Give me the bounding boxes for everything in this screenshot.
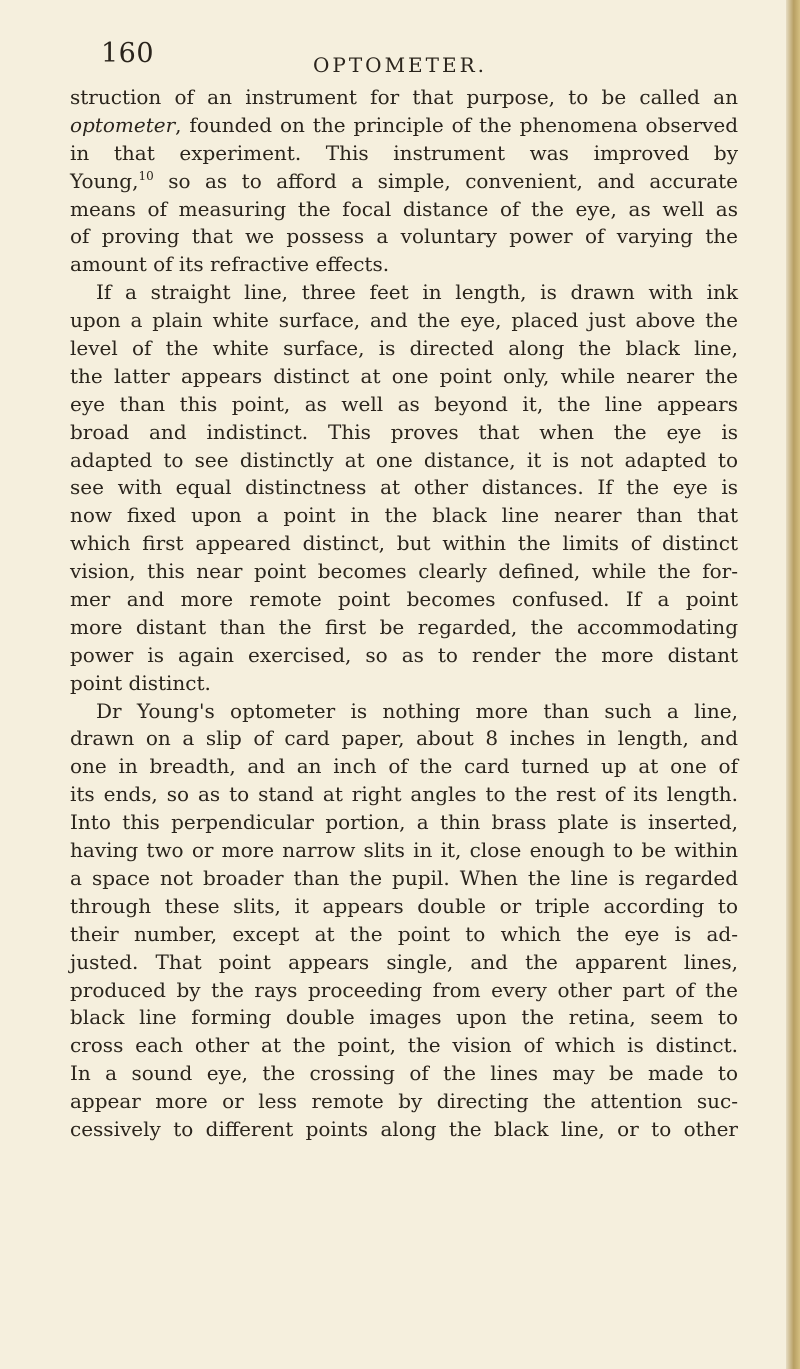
text-line: struction of an instrument for that purpose, to be called an <box>70 85 738 109</box>
text-line: of proving that we possess a voluntary power of varying the <box>70 224 738 249</box>
text-line: produced by the rays proceeding from every other part of the <box>70 977 738 1002</box>
page-edge <box>786 0 800 1369</box>
page-number: 160 <box>101 38 155 69</box>
text-line: eye than this point, as well as beyond it, the line appears <box>70 391 738 416</box>
text-line: broad and indistinct. This proves that when the eye is <box>70 419 738 444</box>
optometer-term: optometer <box>70 112 176 137</box>
text-line: level of the white surface, is directed along the black line, <box>70 336 738 361</box>
text-line <box>70 168 738 196</box>
text-line: through these slits, it appears double or triple according to <box>70 893 738 918</box>
text-line: vision, this near point becomes clearly defined, while the for- <box>70 559 738 584</box>
text-line: which first appeared distinct, but within the limits of distinct <box>70 531 738 556</box>
text-line: one in breadth, and an inch of the card turned up at one of <box>70 754 738 779</box>
text-line: cross each other at the point, the vision of which is distinct. <box>70 1033 738 1058</box>
text-line <box>70 112 738 140</box>
text-line: point distinct. <box>70 670 211 695</box>
text-line: in that experiment. This instrument was improved by <box>70 140 738 165</box>
text-line: Into this perpendicular portion, a thin brass plate is inserted, <box>70 810 738 835</box>
text-line: more distant than the first be regarded, the accommodating <box>70 614 738 639</box>
text-fragment: Young, <box>70 168 139 193</box>
body-text <box>70 84 738 1144</box>
text-line: mer and more remote point becomes confused. If a point <box>70 587 738 612</box>
text-line: having two or more narrow slits in it, close enough to be within <box>70 838 738 863</box>
text-line: If a straight line, three feet in length, is drawn with ink <box>96 280 738 305</box>
text-line: adapted to see distinctly at one distance, it is not adapted to <box>70 447 738 472</box>
text-line: justed. That point appears single, and the apparent lines, <box>70 949 738 974</box>
text-line: Dr Young's optometer is nothing more than such a line, <box>96 698 738 723</box>
footnote-ref: 10 <box>138 168 154 183</box>
text-line: black line forming double images upon the retina, seem to <box>70 1005 738 1030</box>
text-line: amount of its refractive effects. <box>70 252 390 277</box>
running-head: OPTOMETER. <box>312 53 488 77</box>
text-line: means of measuring the focal distance of the eye, as well as <box>70 196 738 221</box>
text-line: appear more or less remote by directing the attention suc- <box>70 1089 738 1114</box>
text-line: the latter appears distinct at one point only, while nearer the <box>70 363 738 388</box>
text-line: now fixed upon a point in the black line nearer than that <box>70 503 738 528</box>
text-line: power is again exercised, so as to render the more distant <box>70 642 738 667</box>
text-line: its ends, so as to stand at right angles to the rest of its length. <box>70 782 738 807</box>
text-fragment: so as to afford a simple, convenient, and accurate <box>153 168 738 193</box>
text-fragment: , founded on the principle of the phenomena observed <box>175 112 738 137</box>
text-line: their number, except at the point to which the eye is ad- <box>70 921 738 946</box>
text-line: In a sound eye, the crossing of the lines may be made to <box>70 1061 738 1086</box>
text-line: cessively to different points along the black line, or to other <box>70 1116 738 1141</box>
text-line: drawn on a slip of card paper, about 8 inches in length, and <box>70 726 738 751</box>
text-line: see with equal distinctness at other distances. If the eye is <box>70 475 738 500</box>
text-line: upon a plain white surface, and the eye, placed just above the <box>70 308 738 333</box>
text-line: a space not broader than the pupil. When the line is regarded <box>70 865 738 890</box>
